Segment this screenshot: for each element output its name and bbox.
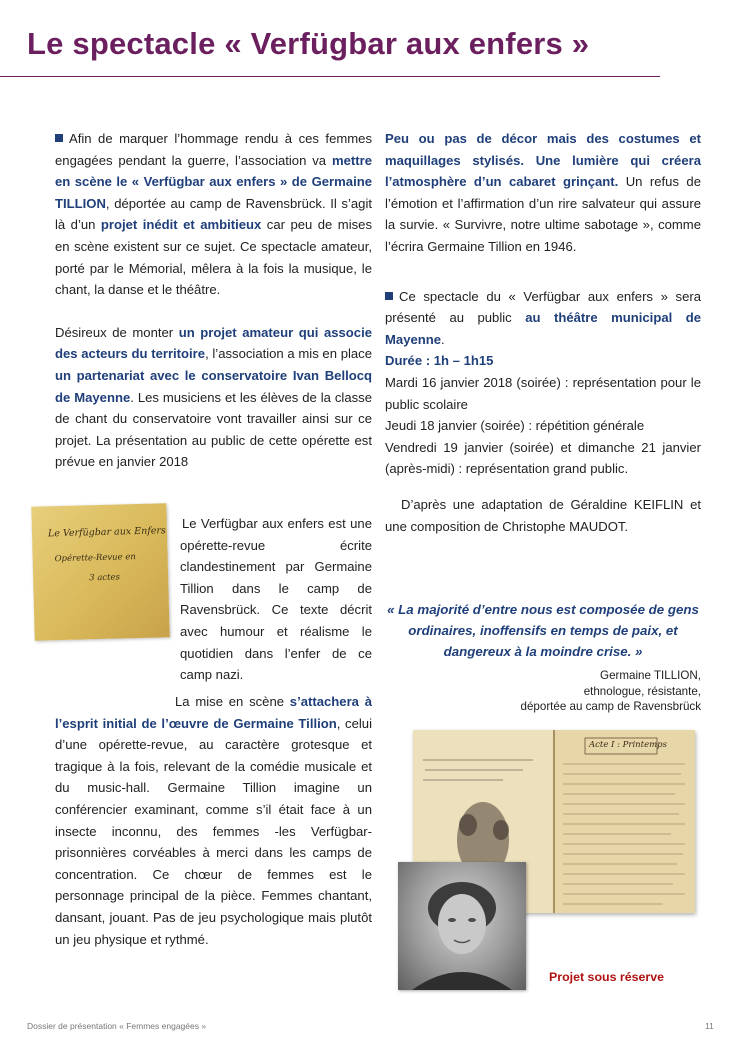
date-3: Vendredi 19 janvier (soirée) et dimanche 21 janvier (après-midi) : représentation grand public. (385, 439, 701, 477)
date-2: Jeudi 18 janvier (soirée) : répétition générale (385, 418, 645, 434)
cover-line-1: Le Verfügbar aux Enfers (47, 525, 166, 540)
cover-line-2: Opérette-Revue en (54, 552, 136, 565)
staging-paragraph: La mise en scène s’attachera à l’esprit initial de l’œuvre de Germaine Tillion, celui d’une opérette-revue, au caractère grotesque et tragique à la fois, relevant de la comédie musicale et du music-hall. Germaine Tillion imagine un conférencier examinant, comme s’il était face à un insecte inconnu, des femmes -les Verfügbar- prisonnières corvéables à merci dans les camps de concentration. Ce chœur de femmes est le personnage principal de la pièce. Femmes chantant, dansant, jouant. Pas de jeu psychologique mais plutôt un jeu physique et rythmé. (55, 694, 372, 947)
square-bullet-icon (385, 292, 393, 300)
quote-block (385, 599, 701, 715)
staging-style-paragraph: Peu ou pas de décor mais des costumes et maquillages stylisés. Une lumière qui créera l’atmosphère d’un cabaret grinçant. Un refus de l’émotion et l’affirmation d’un rire salvateur qui assure la survie. « Survivre, notre ultime sabotage », comme l’écrira Germaine Tillion en 1946. (385, 131, 701, 254)
germaine-tillion-portrait (398, 862, 526, 990)
quote-text: « La majorité d’entre nous est composée de gens ordinaires, inoffensifs en temps de paix, et dangereux à la moindre crise. » (387, 602, 699, 659)
manuscript-cover-image (31, 503, 169, 640)
venue-paragraph: Ce spectacle du « Verfügbar aux enfers » sera présenté au public au théâtre municipal de Mayenne. (385, 288, 701, 347)
quote-attribution-2: ethnologue, résistante, (583, 684, 701, 698)
cover-line-3: 3 actes (89, 572, 121, 584)
notebook-act-heading: Acte I : Printemps (589, 740, 667, 750)
partnership-paragraph: Désireux de monter un projet amateur qui associe des acteurs du territoire, l’association a mis en place un partenariat avec le conservatoire Ivan Bellocq de Mayenne. Les musiciens et les élèves de la classe de chant du conservatoire vont travailler ainsi sur ce projet. La présentation au public de cette opérette est prévue en janvier 2018 (55, 324, 372, 470)
left-column-description (180, 513, 372, 686)
left-column-bottom (55, 691, 372, 950)
title-divider (0, 76, 660, 77)
reserve-note: Projet sous réserve (549, 970, 665, 984)
square-bullet-icon (55, 134, 63, 142)
page-number: 11 (705, 1021, 714, 1031)
page-title: Le spectacle « Verfügbar aux enfers » (27, 26, 590, 61)
duration: Durée : 1h – 1h15 (385, 353, 494, 369)
description-paragraph: Le Verfügbar aux enfers est une opérette-revue écrite clandestinement par Germaine Tillion dans le camp de Ravensbrück. Ce texte décrit avec humour et réalisme le quotidien dans l’enfer de ce camp nazi. (180, 516, 372, 683)
date-1: Mardi 16 janvier 2018 (soirée) : représentation pour le public scolaire (385, 374, 701, 412)
adaptation-credit: D’après une adaptation de Géraldine KEIFLIN et une composition de Christophe MAUDOT. (385, 496, 701, 534)
intro-paragraph: Afin de marquer l’hommage rendu à ces femmes engagées pendant la guerre, l’association va mettre en scène le « Verfügbar aux enfers » de Germaine TILLION, déportée au camp de Ravensbrück. Il s’agit là d’un projet inédit et ambitieux car peu de mises en scène existent sur ce sujet. Ce spectacle amateur, porté par le Mémorial, mêlera à la fois la musique, le chant, la danse et le théâtre. (55, 131, 372, 298)
footer-text: Dossier de présentation « Femmes engagées » (27, 1021, 207, 1031)
left-column-top (55, 128, 372, 473)
quote-attribution-3: déportée au camp de Ravensbrück (520, 700, 701, 713)
portrait-silhouette (398, 862, 526, 990)
quote-attribution-1: Germaine TILLION, (600, 669, 701, 682)
right-column (385, 128, 701, 537)
